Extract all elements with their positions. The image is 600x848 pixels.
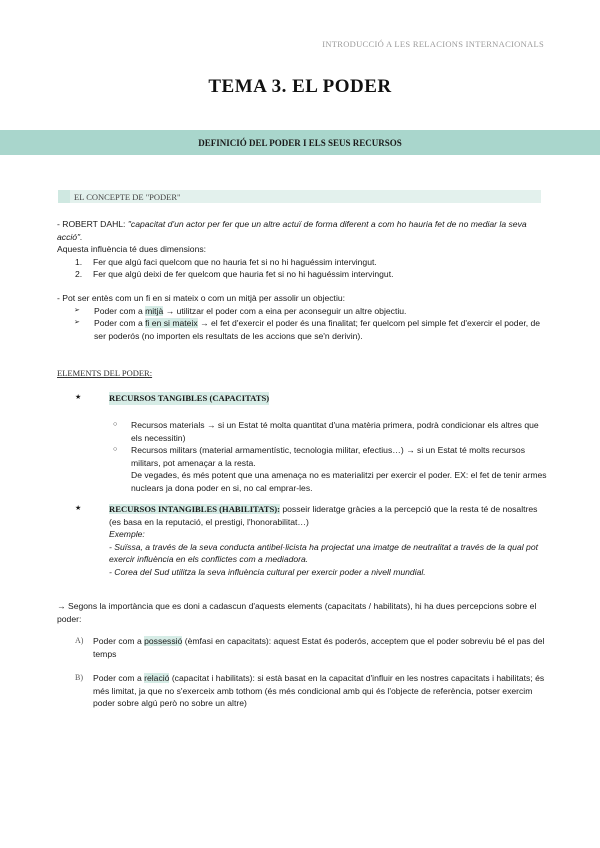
highlight-mitja: mitjà <box>145 305 164 316</box>
list-item <box>57 419 547 444</box>
dahl-quote-line <box>57 218 547 243</box>
example-label: Exemple: <box>109 529 145 539</box>
list-text: Recursos materials → si un Estat té molta quantitat d'una matèria primera, podrà condicionar els altres que els necessitin) <box>131 420 539 443</box>
elements-heading: ELEMENTS DEL PODER: <box>57 368 153 378</box>
list-text: Poder com a possessió (èmfasi en capacitats): aquest Estat és poderós, acceptem que el poder sobreviu bé el pas del temps <box>93 636 545 659</box>
tangible-list <box>57 419 547 494</box>
circle-bullet-icon: ○ <box>113 421 118 428</box>
list-number: 2. <box>75 269 83 279</box>
perceptions-intro: → Segons la importància que es doni a cadascun d'aquests elements (capacitats / habilitats), hi ha dues percepcions sobre el poder: <box>57 601 537 624</box>
star-bullet-icon: ★ <box>75 394 82 401</box>
concept-subheading <box>58 190 541 203</box>
dimensions-intro: Aquesta influència té dues dimensions: <box>57 244 207 254</box>
section-band <box>0 130 600 155</box>
end-means-intro: - Pot ser entès com un fi en si mateix o com un mitjà per assolir un objectiu: <box>57 293 346 303</box>
dahl-quote: "capacitat d'un actor per fer que un altre actuï de forma diferent a com ho hauria fet de no mediar la seva acció". <box>57 219 527 242</box>
list-item <box>57 672 547 710</box>
highlight-possessio: possessió <box>144 636 183 646</box>
letter-marker: A) <box>75 636 84 645</box>
arrow-bullet-icon: ➢ <box>74 319 80 326</box>
list-text: Fer que algú faci quelcom que no hauria fet si no hi haguéssim intervingut. <box>93 256 377 267</box>
arrow-bullet-icon: ➢ <box>74 306 80 314</box>
example-switzerland: - Suïssa, a través de la seva conducta antibel·licista ha projectat una imatge de neutralitat a través de la qual pot exercir influència en els conflictes com a mediadora. <box>109 541 538 564</box>
star-bullet-icon: ★ <box>75 505 82 512</box>
list-text: Poder com a relació (capacitat i habilitats): si està basat en la capacitat d'influir en les nostres capacitats i habilitats; és més limitat, ja que no s'exerceix amb tothom (és més condicional amb qui és l'objecte de referència, potser exercim poder sobre algú però no sobre un altre) <box>93 673 545 708</box>
list-item <box>57 635 547 660</box>
list-item <box>57 268 547 281</box>
example-korea: - Corea del Sud utilitza la seva influència cultural per exercir poder a nivell mundial. <box>109 566 426 577</box>
list-item <box>57 317 547 342</box>
intangible-row <box>57 503 547 578</box>
section-band-title: DEFINICIÓ DEL PODER I ELS SEUS RECURSOS <box>198 137 402 148</box>
end-means-block <box>57 292 547 342</box>
list-text: Poder com a mitjà → utilitzar el poder com a eina per aconseguir un altre objectiu. <box>94 305 407 316</box>
tangible-heading: RECURSOS TANGIBLES (CAPACITATS) <box>109 393 270 403</box>
concept-heading-text: EL CONCEPTE DE "PODER" <box>74 191 181 202</box>
highlight-fi: fi en si mateix <box>145 318 198 328</box>
intangible-heading: RECURSOS INTANGIBLES (HABILITATS): <box>109 504 280 514</box>
intangible-text: RECURSOS INTANGIBLES (HABILITATS): posseir lideratge gràcies a la percepció que la resta té de nosaltres (es basa en la reputació, el prestigi, l'honorabilitat…) Exemple: - Suïssa, a través de la seva conducta antibel·licista ha projectat una imatge de neutralitat a través de la qual pot exercir influència en els conflictes com a mediadora. - Corea del Sud utilitza la seva influència cultural per exercir poder a nivell mundial. <box>109 504 538 577</box>
list-text: Recursos militars (material armamentístic, tecnologia militar, efectius…) → si un Estat té molts recursos militars, pot amenaçar a la resta. De vegades, és més potent que una amenaça no es materialitzi per exercir el poder. EX: el fet de tenir armes nuclears ja dona poder en si, no cal emprar-les. <box>131 445 547 493</box>
page-title: TEMA 3. EL PODER <box>208 76 392 97</box>
military-note: De vegades, és més potent que una amenaça no es materialitzi per exercir el poder. EX: el fet de tenir armes nuclears ja dona poder en si, no cal emprar-les. <box>131 470 547 493</box>
dahl-definition <box>57 218 547 281</box>
tangible-heading-row <box>57 392 547 405</box>
perceptions-block <box>57 600 547 710</box>
highlight-relacio: relació <box>144 673 170 683</box>
tangible-resources <box>57 392 547 405</box>
list-text: Poder com a fi en si mateix → el fet d'exercir el poder és una finalitat; fer quelcom pel simple fet d'exercir el poder, de ser poderós (no importen els resultats de les accions que se'n derivin). <box>94 318 541 341</box>
circle-bullet-icon: ○ <box>113 446 118 453</box>
subheading-marker <box>58 190 70 203</box>
running-header: INTRODUCCIÓ A LES RELACIONS INTERNACIONALS <box>322 39 544 49</box>
dahl-author: - ROBERT DAHL: <box>57 219 128 229</box>
list-item <box>57 444 547 494</box>
list-text: Fer que algú deixi de fer quelcom que hauria fet si no hi haguéssim intervingut. <box>93 269 394 279</box>
list-item <box>57 256 547 269</box>
intangible-resources <box>57 503 547 578</box>
list-item <box>57 305 547 318</box>
letter-marker: B) <box>75 673 83 682</box>
list-number: 1. <box>75 256 83 267</box>
